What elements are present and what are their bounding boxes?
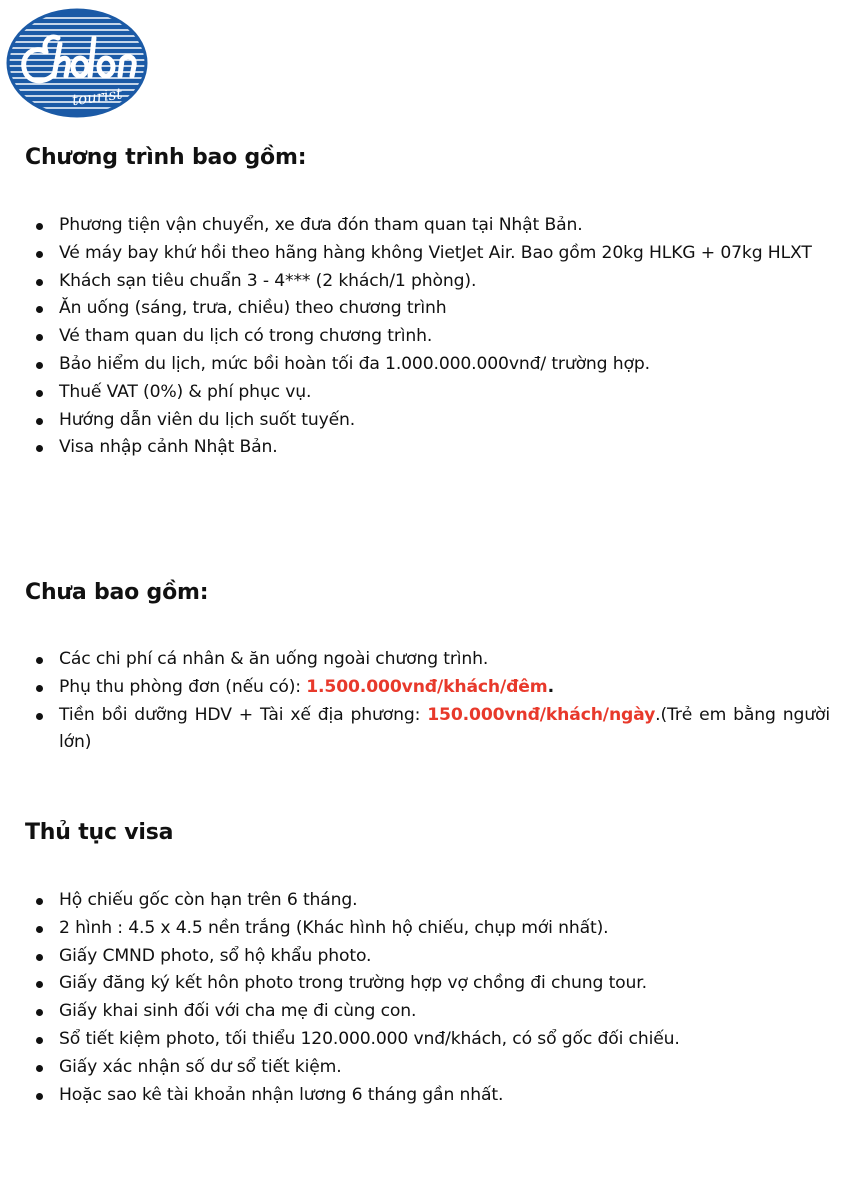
visa-section (25, 818, 830, 1109)
list-item: Hộ chiếu gốc còn hạn trên 6 tháng. (25, 887, 830, 915)
item-text: Tiền bồi dưỡng HDV + Tài xế địa phương: (59, 704, 428, 725)
list-item (25, 674, 830, 702)
list-item: Khách sạn tiêu chuẩn 3 - 4*** (2 khách/1 phòng). (25, 268, 830, 296)
list-item: Ăn uống (sáng, trưa, chiều) theo chương trình (25, 295, 830, 323)
list-item: Thuế VAT (0%) & phí phục vụ. (25, 379, 830, 407)
list-item (25, 702, 830, 758)
list-item: Giấy đăng ký kết hôn photo trong trường hợp vợ chồng đi chung tour. (25, 970, 830, 998)
excluded-section (25, 578, 830, 757)
item-text: . (547, 676, 554, 697)
list-item: 2 hình : 4.5 x 4.5 nền trắng (Khác hình hộ chiếu, chụp mới nhất). (25, 915, 830, 943)
included-heading: Chương trình bao gồm: (25, 145, 307, 170)
list-item: Hướng dẫn viên du lịch suốt tuyến. (25, 407, 830, 435)
item-text: Phụ thu phòng đơn (nếu có): (59, 676, 307, 697)
included-list (25, 212, 830, 462)
list-item: Các chi phí cá nhân & ăn uống ngoài chương trình. (25, 646, 830, 674)
list-item: Giấy xác nhận số dư sổ tiết kiệm. (25, 1054, 830, 1082)
list-item: Giấy khai sinh đối với cha mẹ đi cùng con. (25, 998, 830, 1026)
list-item: Vé tham quan du lịch có trong chương trình. (25, 323, 830, 351)
excluded-heading: Chưa bao gồm: (25, 580, 209, 605)
excluded-list (25, 646, 830, 757)
list-item: Bảo hiểm du lịch, mức bồi hoàn tối đa 1.000.000.000vnđ/ trường hợp. (25, 351, 830, 379)
list-item: Visa nhập cảnh Nhật Bản. (25, 434, 830, 462)
single-room-surcharge-price: 1.500.000vnđ/khách/đêm (306, 676, 548, 697)
list-item: Giấy CMND photo, sổ hộ khẩu photo. (25, 943, 830, 971)
list-item: Phương tiện vận chuyển, xe đưa đón tham quan tại Nhật Bản. (25, 212, 830, 240)
included-section (25, 143, 830, 462)
visa-list (25, 887, 830, 1109)
visa-heading: Thủ tục visa (25, 820, 174, 845)
list-item: Vé máy bay khứ hồi theo hãng hàng không VietJet Air. Bao gồm 20kg HLKG + 07kg HLXT (25, 240, 830, 268)
cholon-tourist-logo (6, 8, 148, 118)
list-item: Hoặc sao kê tài khoản nhận lương 6 tháng gần nhất. (25, 1082, 830, 1110)
item-text: .(Trẻ em bằng người lớn) (59, 704, 830, 753)
list-item: Sổ tiết kiệm photo, tối thiểu 120.000.000 vnđ/khách, có sổ gốc đối chiếu. (25, 1026, 830, 1054)
logo-subtext: tourist (70, 84, 124, 110)
guide-driver-tip-price: 150.000vnđ/khách/ngày (427, 704, 656, 725)
